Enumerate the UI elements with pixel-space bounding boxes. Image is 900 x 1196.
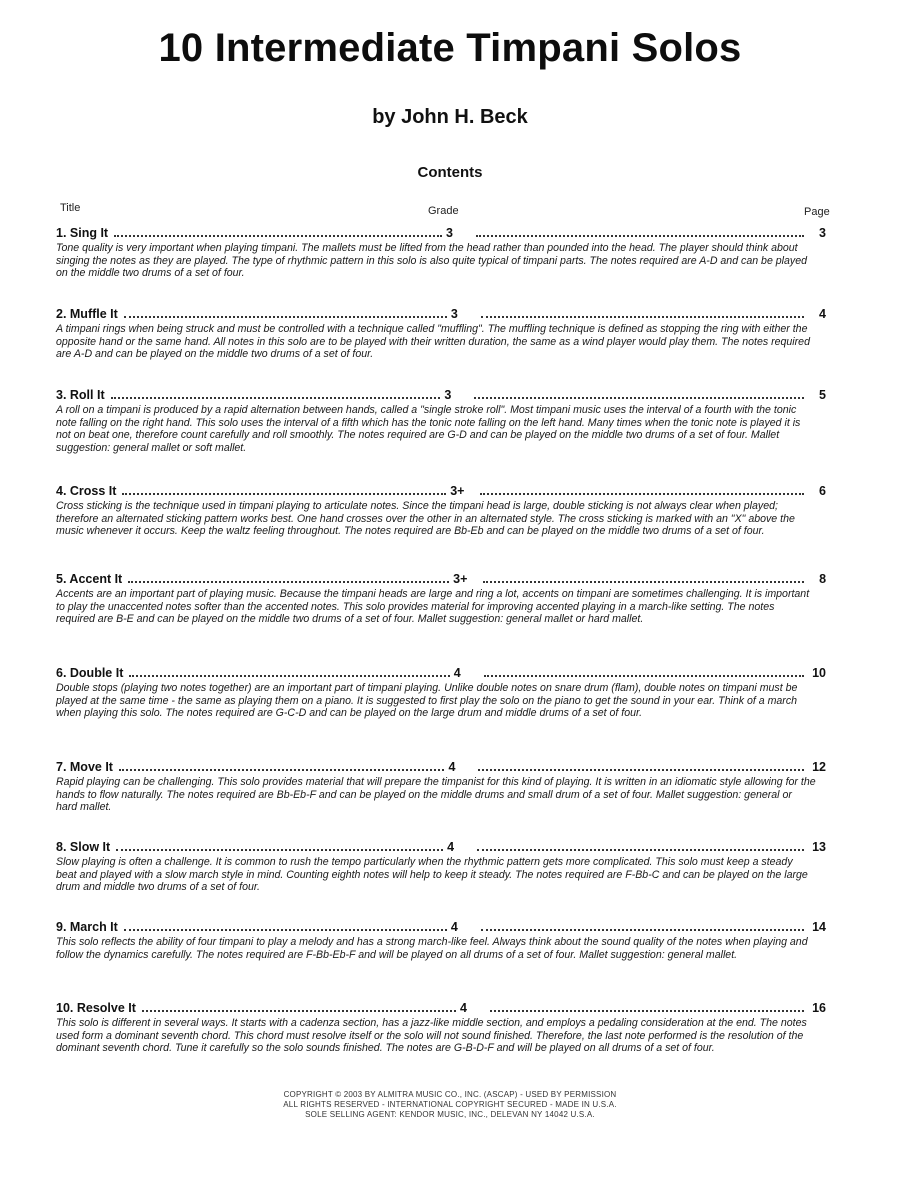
toc-entry-description: Accents are an important part of playing music. Because the timpani heads are large and ring a lot, accents on timpani are sometimes challenging. It is important to play the unaccented notes softer than the accented notes. This solo provides material for improving accented playing in a march-like setting. The notes required are B-E and can be played on the middle two drums of a set of four. Mallet suggestion: general mallet or hard mallet. [56,588,810,626]
toc-entry-title: 8. Slow It [56,840,111,854]
copyright-line: SOLE SELLING AGENT: KENDOR MUSIC, INC., DELEVAN NY 14042 U.S.A. [305,1110,595,1119]
toc-entry-description: Rapid playing can be challenging. This solo provides material that will prepare the timpanist for this kind of playing. It is written in an idiomatic style allowing for the hands to flow naturally. The notes required are Bb-Eb-F and can be played on the middle drums and small drum of a set of four. Mallet suggestion: general or hard mallet. [56,776,816,814]
toc-entry-row [56,664,826,680]
toc-entry-page: 6 [819,484,826,498]
dot-leader [481,928,804,931]
toc-entry-page: 12 [812,760,826,774]
toc-entry [56,838,826,894]
toc-entry [56,664,826,720]
toc-entry-description: Tone quality is very important when playing timpani. The mallets must be lifted from the head rather than pounded into the head. The player should think about singing the notes as they are played. The type of rhythmic pattern in this solo is also quite typical of timpani parts. The notes required are A-D and can be played on the middle two drums of a set of four. [56,242,808,280]
toc-entry-title: 10. Resolve It [56,1001,136,1015]
toc-entry-grade: 4 [459,1001,467,1015]
toc-entry-title: 7. Move It [56,760,113,774]
toc-entry-description: Slow playing is often a challenge. It is common to rush the tempo particularly when the rhythmic pattern gets more complicated. This solo must keep a steady beat and played with a slow march style in mind. Counting eighth notes will help to keep it steady. The notes required are F-Bb-C and can be played on the large drum and middle two drums of a set of four. [56,856,808,894]
author-line: by John H. Beck [372,106,528,128]
column-header-page: Page [804,206,830,218]
dot-leader [480,492,804,495]
toc-entry-page: 3 [819,226,826,240]
dot-leader [122,492,446,495]
toc-entry-grade: 4 [448,760,456,774]
toc-entry [56,224,826,280]
dot-leader [119,768,445,771]
toc-entry-grade: 3+ [453,572,468,586]
toc-entry-row [56,838,826,854]
toc-entry-title: 1. Sing It [56,226,109,240]
toc-entry-row [56,386,826,402]
toc-entry-page: 13 [812,840,826,854]
dot-leader [481,315,804,318]
contents-heading: Contents [417,164,483,181]
toc-entry-page: 8 [819,572,827,586]
toc-entry-description: Double stops (playing two notes together) are an important part of timpani playing. Unlike double notes on snare drum (flam), double notes on timpani must be played at the same time - the same as playing them on a piano. It is suggested to first play the solo on the piano to get the sound in your ear. Think of a march when playing this solo. The notes required are G-C-D and can be played on the large drum and middle drums of a set of four. [56,682,798,720]
toc-entry-description: Cross sticking is the technique used in timpani playing to articulate notes. Since the timpani head is large, double sticking is not always clear when played; therefore an alternated sticking pattern works best. One hand crosses over the other in an alternated style. The cross sticking is marked with an "X" above the music whenever it occurs. Keep the waltz feeling throughout. The notes required are Bb-Eb and can be played on the middle two drums of a set of four. [56,500,795,538]
dot-leader [478,768,804,771]
copyright-line: ALL RIGHTS RESERVED - INTERNATIONAL COPYRIGHT SECURED - MADE IN U.S.A. [283,1100,617,1109]
dot-leader [116,848,443,851]
toc-entry-grade: 4 [447,840,455,854]
toc-entry-title: 9. March It [56,920,118,934]
toc-entry-grade: 3 [450,307,458,321]
dot-leader [128,580,449,583]
toc-entry [56,570,826,626]
copyright-line: COPYRIGHT © 2003 BY ALMITRA MUSIC CO., INC. (ASCAP) - USED BY PERMISSION [283,1090,617,1099]
toc-entry [56,918,826,961]
column-header-title: Title [60,202,81,214]
dot-leader [124,928,447,931]
column-header-grade: Grade [428,205,459,217]
dot-leader [142,1009,456,1012]
toc-entry-row [56,482,826,498]
toc-entry-grade: 4 [453,666,461,680]
toc-entry-row [56,758,826,774]
toc-entry-row [56,224,826,240]
toc-entry-page: 5 [819,388,826,402]
dot-leader [124,315,447,318]
toc-entry-grade: 3+ [450,484,465,498]
toc-entry-description: A roll on a timpani is produced by a rapid alternation between hands, called a "single stroke roll". Most timpani music uses the interval of a fourth with the tonic note falling on the right hand. This solo uses the interval of a fifth which has the tonic note falling on the left hand. Many times when the tonic note is played it is not on beat one, therefore count carefully and roll smoothly. The notes required are G-D and can be played on the middle two drums of a set of four. Mallet suggestion: general mallet or soft mallet. [56,404,801,454]
toc-entry [56,999,826,1055]
toc-entry [56,758,826,814]
dot-leader [483,580,804,583]
toc-entry-grade: 3 [444,388,452,402]
toc-entry-title: 3. Roll It [56,388,105,402]
toc-entry-grade: 4 [450,920,458,934]
dot-leader [476,234,804,237]
dot-leader [114,234,442,237]
toc-entry-description: This solo is different in several ways. It starts with a cadenza section, has a jazz-like middle section, and employs a pedaling consideration at the end. The notes used form a dominant seventh chord. This chord must resolve itself or the solo will not sound finished. Therefore, the last note performed is the resolution of the dominant seventh chord. Tune it carefully so the solo sounds finished. The notes are G-B-D-F and will be played on all drums of a set of four. [56,1017,807,1055]
toc-entry [56,305,826,361]
toc-entry-row [56,918,826,934]
toc-entry-page: 16 [812,1001,826,1015]
toc-entry [56,386,826,454]
toc-entry-title: 4. Cross It [56,484,117,498]
dot-leader [490,1009,804,1012]
toc-entry-grade: 3 [446,226,453,240]
toc-entry-title: 5. Accent It [56,572,123,586]
page-title: 10 Intermediate Timpani Solos [158,26,742,70]
toc-entry-page: 14 [812,920,827,934]
toc-entry-title: 2. Muffle It [56,307,118,321]
dot-leader [129,674,449,677]
toc-entry-title: 6. Double It [56,666,124,680]
dot-leader [111,396,441,399]
copyright-notice [0,1090,900,1120]
toc-entry-row [56,570,826,586]
toc-entry-row [56,305,826,321]
toc-entry-description: This solo reflects the ability of four timpani to play a melody and has a strong march-like feel. Always think about the sound quality of the notes when playing and follow the dynamics carefully. The notes required are F-Bb-Eb-F and will be played on all drums of a set of four. Mallet suggestion: general mallet. [56,936,808,961]
dot-leader [477,848,804,851]
toc-entry-page: 10 [812,666,826,680]
toc-entry-description: A timpani rings when being struck and must be controlled with a technique called "muffling". The muffling technique is defined as stopping the ring with either the opposite hand or the same hand. All notes in this solo are to be played with their written duration, the same as a wind player would play them. The notes required are A-D and can be played on the middle two drums of a set of four. [56,323,810,361]
toc-entry [56,482,826,538]
toc-entry-row [56,999,826,1015]
toc-entry-page: 4 [819,307,826,321]
dot-leader [474,396,804,399]
dot-leader [484,674,804,677]
